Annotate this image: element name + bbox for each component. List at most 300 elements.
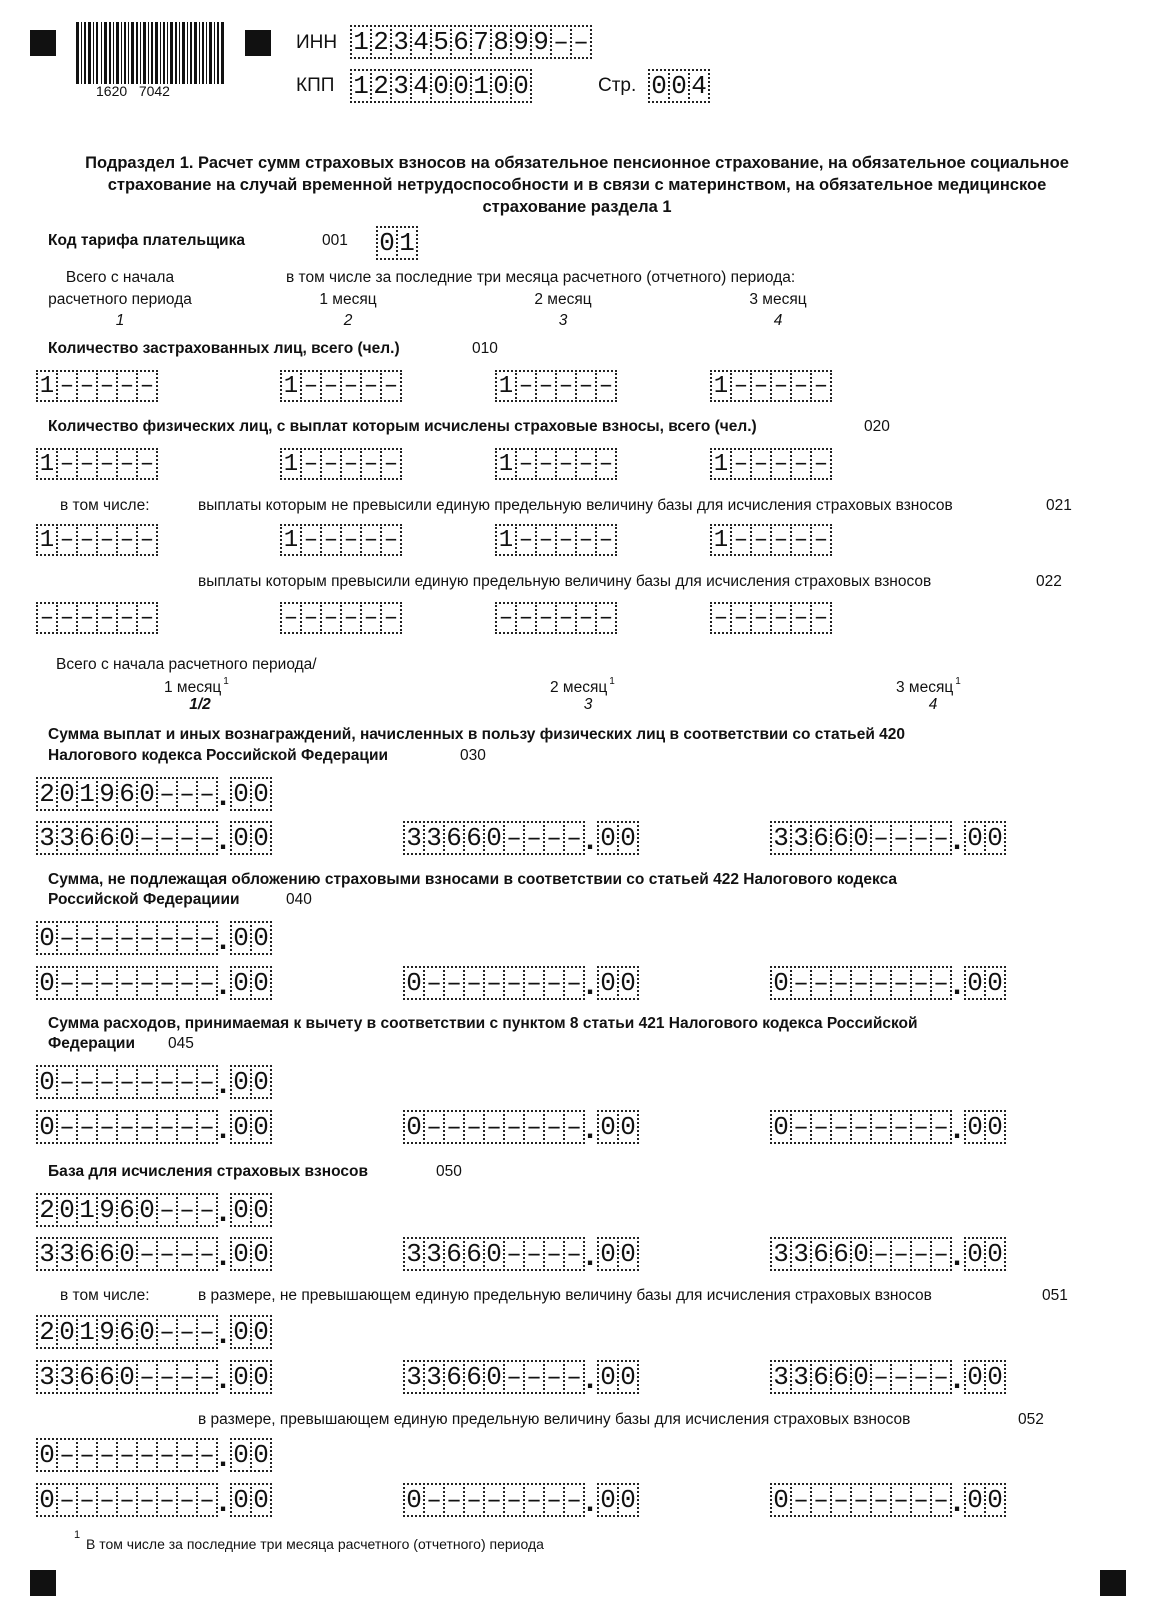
field-cell: –	[575, 524, 597, 556]
line-050-month1-field[interactable]	[36, 1236, 270, 1272]
field-cell: –	[810, 602, 832, 634]
field-cell: –	[136, 524, 158, 556]
field-cell: –	[76, 966, 98, 1000]
line-040-total-field[interactable]	[36, 920, 270, 956]
line-021-label: выплаты которым не превысили единую предельную величину базы для исчисления страховых взносов	[198, 497, 953, 514]
decimal-separator: .	[218, 1195, 228, 1228]
field-cell: 0	[136, 1315, 158, 1349]
field-cell: –	[575, 370, 597, 402]
field-cell: –	[910, 1483, 932, 1517]
field-cell: –	[196, 1193, 218, 1227]
line-051-month1-field[interactable]	[36, 1359, 270, 1395]
field-cell: –	[56, 921, 78, 955]
field-cell: 3	[423, 1360, 445, 1394]
field-cell: –	[543, 966, 565, 1000]
field-cell: 9	[96, 1193, 118, 1227]
field-cell: –	[830, 966, 852, 1000]
line-040-code: 040	[286, 891, 312, 908]
field-cell: –	[750, 448, 772, 480]
line-020-total-field[interactable]	[36, 446, 156, 482]
line-040-month2-field[interactable]	[403, 965, 637, 1001]
field-cell: –	[930, 1360, 952, 1394]
field-cell: –	[570, 25, 592, 59]
field-cell: –	[563, 966, 585, 1000]
field-cell-kopecks: 0	[964, 1360, 986, 1394]
kpp-field[interactable]	[350, 68, 530, 104]
inn-label: ИНН	[296, 32, 338, 53]
field-cell: 0	[403, 1483, 425, 1517]
field-cell-kopecks: 0	[250, 821, 272, 855]
field-cell: 6	[96, 1360, 118, 1394]
field-cell: –	[176, 777, 198, 811]
field-cell-kopecks: 0	[597, 1237, 619, 1271]
field-cell: –	[890, 1237, 912, 1271]
field-cell: –	[770, 448, 792, 480]
line-052-month3-field[interactable]	[770, 1482, 1004, 1518]
field-cell: 3	[770, 821, 792, 855]
field-cell: –	[503, 966, 525, 1000]
field-cell-kopecks: 0	[984, 1360, 1006, 1394]
decimal-separator: .	[952, 1485, 962, 1518]
line-050-total-field[interactable]	[36, 1192, 270, 1228]
field-cell: 4	[688, 69, 710, 103]
field-cell: 3	[403, 821, 425, 855]
field-cell: –	[463, 1110, 485, 1144]
field-cell: 0	[403, 966, 425, 1000]
field-cell: –	[730, 524, 752, 556]
field-cell: 0	[136, 777, 158, 811]
line-051-total-field[interactable]	[36, 1314, 270, 1350]
field-cell: 3	[56, 821, 78, 855]
field-cell: –	[495, 602, 517, 634]
field-cell: 9	[510, 25, 532, 59]
field-cell-kopecks: 0	[617, 821, 639, 855]
field-cell: –	[280, 602, 302, 634]
field-cell: –	[850, 1110, 872, 1144]
field-cell-kopecks: 0	[230, 921, 252, 955]
decimal-separator: .	[952, 1112, 962, 1145]
field-cell: 1	[495, 524, 517, 556]
line-040-month1-field[interactable]	[36, 965, 270, 1001]
field-cell: 0	[56, 1193, 78, 1227]
field-cell: –	[136, 921, 158, 955]
field-cell: –	[300, 448, 322, 480]
line-040-label2: Российской Федерациии	[48, 891, 240, 908]
line-021-month1-field[interactable]	[280, 522, 400, 558]
line-021-month2-field[interactable]	[495, 522, 615, 558]
field-cell-kopecks: 0	[250, 1237, 272, 1271]
line-022-month3-field[interactable]	[710, 600, 830, 636]
field-cell: 0	[36, 1483, 58, 1517]
field-cell: 1	[76, 777, 98, 811]
field-cell: –	[535, 524, 557, 556]
field-cell: 8	[490, 25, 512, 59]
field-cell: –	[136, 448, 158, 480]
field-cell: –	[380, 370, 402, 402]
field-cell: –	[96, 1110, 118, 1144]
line-030-total-field[interactable]	[36, 776, 270, 812]
line-020-month1-field[interactable]	[280, 446, 400, 482]
field-cell: –	[503, 1237, 525, 1271]
field-cell: –	[76, 1065, 98, 1099]
field-cell: –	[176, 821, 198, 855]
field-cell: –	[595, 602, 617, 634]
field-cell: 3	[390, 69, 412, 103]
field-cell: –	[136, 821, 158, 855]
corner-marker-top-right	[245, 30, 271, 56]
field-cell: –	[156, 1110, 178, 1144]
decimal-separator: .	[952, 1362, 962, 1395]
col-number-4: 4	[773, 312, 783, 329]
field-cell: –	[503, 1483, 525, 1517]
field-cell: –	[176, 1483, 198, 1517]
line-045-month1-field[interactable]	[36, 1109, 270, 1145]
field-cell: 9	[530, 25, 552, 59]
field-cell: –	[96, 370, 118, 402]
field-cell: 0	[430, 69, 452, 103]
field-cell: –	[870, 821, 892, 855]
field-cell: –	[56, 524, 78, 556]
field-cell: –	[176, 1438, 198, 1472]
field-cell: 0	[850, 1360, 872, 1394]
field-cell: –	[930, 821, 952, 855]
line-020-code: 020	[864, 418, 890, 435]
field-cell: 6	[76, 1360, 98, 1394]
field-cell: –	[116, 602, 138, 634]
footnote-ref: 1	[955, 676, 961, 687]
field-cell: –	[810, 1483, 832, 1517]
col-number-3: 3	[558, 312, 568, 329]
footnote-ref: 1	[223, 676, 229, 687]
field-cell: 0	[770, 1110, 792, 1144]
page-label: Стр.	[598, 75, 637, 96]
page-number-field[interactable]	[648, 68, 708, 104]
field-cell: –	[196, 821, 218, 855]
decimal-separator: .	[585, 1239, 595, 1272]
field-cell: –	[116, 1065, 138, 1099]
field-cell: 4	[410, 25, 432, 59]
field-cell: 0	[450, 69, 472, 103]
field-cell: 0	[36, 1065, 58, 1099]
field-cell: 2	[370, 69, 392, 103]
sum-col-month3	[896, 676, 961, 696]
field-cell: 0	[56, 777, 78, 811]
field-cell: –	[595, 370, 617, 402]
field-cell: –	[543, 1237, 565, 1271]
field-cell: 1	[280, 370, 302, 402]
field-cell: –	[810, 524, 832, 556]
field-cell: 0	[483, 1237, 505, 1271]
inn-field[interactable]	[350, 24, 590, 60]
line-051-label: в размере, не превышающем единую предельную величину базы для исчисления страховых взносов	[198, 1287, 932, 1304]
field-cell: 3	[390, 25, 412, 59]
field-cell: –	[300, 602, 322, 634]
field-cell: –	[116, 524, 138, 556]
footnote-ref: 1	[609, 676, 615, 687]
field-cell-kopecks: 0	[230, 966, 252, 1000]
field-cell: –	[595, 448, 617, 480]
field-cell: –	[870, 1110, 892, 1144]
field-cell: –	[910, 1360, 932, 1394]
field-cell: 1	[350, 25, 372, 59]
field-cell: –	[56, 448, 78, 480]
field-cell: –	[116, 1483, 138, 1517]
field-cell: –	[555, 524, 577, 556]
field-cell: –	[463, 1483, 485, 1517]
line-021-prefix: в том числе:	[60, 497, 150, 514]
line-052-month1-field[interactable]	[36, 1482, 270, 1518]
decimal-separator: .	[218, 968, 228, 1001]
line-051-code: 051	[1042, 1287, 1068, 1304]
field-cell: 0	[376, 226, 398, 260]
field-cell: –	[890, 1483, 912, 1517]
field-cell-kopecks: 0	[230, 1065, 252, 1099]
field-cell: 4	[410, 69, 432, 103]
field-cell: –	[555, 602, 577, 634]
field-cell: –	[730, 448, 752, 480]
field-cell-kopecks: 0	[250, 1438, 272, 1472]
field-cell: –	[380, 602, 402, 634]
field-cell: 0	[770, 1483, 792, 1517]
field-cell: –	[770, 524, 792, 556]
decimal-separator: .	[218, 1362, 228, 1395]
field-cell: –	[523, 821, 545, 855]
field-cell: –	[116, 448, 138, 480]
field-cell-kopecks: 0	[230, 1360, 252, 1394]
field-cell: –	[320, 370, 342, 402]
line-030-month3-field[interactable]	[770, 820, 1004, 856]
field-cell: –	[56, 1110, 78, 1144]
tariff-field[interactable]	[376, 225, 416, 261]
tariff-label: Код тарифа плательщика	[48, 232, 245, 249]
field-cell: –	[830, 1110, 852, 1144]
decimal-separator: .	[218, 1112, 228, 1145]
field-cell-kopecks: 0	[230, 821, 252, 855]
field-cell: –	[770, 370, 792, 402]
field-cell-kopecks: 0	[964, 1237, 986, 1271]
footnote-mark: 1	[74, 1529, 81, 1541]
field-cell: 0	[36, 921, 58, 955]
field-cell: 2	[36, 1193, 58, 1227]
kpp-label: КПП	[296, 75, 335, 96]
field-cell: –	[156, 966, 178, 1000]
field-cell: –	[750, 524, 772, 556]
corner-marker-bottom-right	[1100, 1570, 1126, 1596]
sum-col-number-12: 1/2	[189, 696, 211, 713]
decimal-separator: .	[952, 823, 962, 856]
field-cell: 6	[830, 821, 852, 855]
field-cell: –	[790, 966, 812, 1000]
field-cell: 6	[116, 1315, 138, 1349]
field-cell: –	[790, 524, 812, 556]
line-030-month1-field[interactable]	[36, 820, 270, 856]
line-050-month3-field[interactable]	[770, 1236, 1004, 1272]
field-cell: 1	[36, 448, 58, 480]
line-045-total-field[interactable]	[36, 1064, 270, 1100]
line-030-code: 030	[460, 747, 486, 764]
barcode	[76, 22, 224, 84]
field-cell-kopecks: 0	[964, 1110, 986, 1144]
sum-col-month2-text: 2 месяц	[550, 679, 608, 696]
line-021-total-field[interactable]	[36, 522, 156, 558]
line-021-month3-field[interactable]	[710, 522, 830, 558]
field-cell: –	[320, 602, 342, 634]
line-020-month3-field[interactable]	[710, 446, 830, 482]
field-cell: –	[156, 921, 178, 955]
field-cell: –	[156, 1193, 178, 1227]
field-cell: –	[750, 602, 772, 634]
field-cell: –	[890, 1360, 912, 1394]
line-022-total-field[interactable]	[36, 600, 156, 636]
field-cell: 0	[116, 821, 138, 855]
field-cell: –	[563, 1110, 585, 1144]
field-cell: –	[730, 370, 752, 402]
line-021-code: 021	[1046, 497, 1072, 514]
line-051-month2-field[interactable]	[403, 1359, 637, 1395]
field-cell: –	[156, 1483, 178, 1517]
sum-col-month1	[164, 676, 229, 696]
field-cell: 6	[810, 821, 832, 855]
sum-col-number-3: 3	[583, 696, 593, 713]
field-cell: –	[136, 966, 158, 1000]
line-045-month2-field[interactable]	[403, 1109, 637, 1145]
field-cell: 0	[668, 69, 690, 103]
field-cell: –	[96, 448, 118, 480]
corner-marker-top-left	[30, 30, 56, 56]
field-cell: –	[156, 1237, 178, 1271]
field-cell: –	[515, 448, 537, 480]
field-cell: 0	[850, 1237, 872, 1271]
field-cell-kopecks: 0	[250, 777, 272, 811]
field-cell: –	[196, 1065, 218, 1099]
decimal-separator: .	[952, 968, 962, 1001]
field-cell: –	[930, 966, 952, 1000]
field-cell: 6	[443, 1237, 465, 1271]
field-cell: –	[76, 921, 98, 955]
field-cell-kopecks: 0	[617, 1110, 639, 1144]
field-cell: –	[563, 821, 585, 855]
line-010-month3-field[interactable]	[710, 368, 830, 404]
line-052-total-field[interactable]	[36, 1437, 270, 1473]
field-cell: 0	[483, 821, 505, 855]
decimal-separator: .	[952, 1239, 962, 1272]
field-cell-kopecks: 0	[230, 1483, 252, 1517]
line-045-month3-field[interactable]	[770, 1109, 1004, 1145]
field-cell: –	[443, 1483, 465, 1517]
field-cell: 6	[116, 777, 138, 811]
field-cell: –	[770, 602, 792, 634]
decimal-separator: .	[585, 823, 595, 856]
field-cell: –	[136, 1110, 158, 1144]
field-cell-kopecks: 0	[597, 821, 619, 855]
field-cell: –	[380, 524, 402, 556]
field-cell: –	[196, 1110, 218, 1144]
col-month2: 2 месяц	[534, 291, 592, 308]
field-cell: –	[96, 1065, 118, 1099]
col-including-caption: в том числе за последние три месяца расчетного (отчетного) периода:	[286, 269, 796, 286]
decimal-separator: .	[218, 823, 228, 856]
line-022-month1-field[interactable]	[280, 600, 400, 636]
field-cell: –	[575, 602, 597, 634]
field-cell: –	[176, 1360, 198, 1394]
field-cell: –	[196, 1438, 218, 1472]
field-cell: –	[156, 1360, 178, 1394]
field-cell: –	[890, 1110, 912, 1144]
field-cell: –	[515, 602, 537, 634]
field-cell: –	[56, 370, 78, 402]
line-052-month2-field[interactable]	[403, 1482, 637, 1518]
line-010-total-field[interactable]	[36, 368, 156, 404]
field-cell: –	[423, 1110, 445, 1144]
field-cell: –	[515, 370, 537, 402]
field-cell-kopecks: 0	[984, 966, 1006, 1000]
col-total-line2: расчетного периода	[48, 291, 192, 308]
field-cell: –	[176, 1065, 198, 1099]
field-cell: –	[483, 966, 505, 1000]
field-cell: –	[176, 1237, 198, 1271]
field-cell: –	[930, 1110, 952, 1144]
field-cell: –	[380, 448, 402, 480]
field-cell-kopecks: 0	[617, 1360, 639, 1394]
field-cell: –	[196, 966, 218, 1000]
field-cell: 5	[430, 25, 452, 59]
field-cell-kopecks: 0	[964, 1483, 986, 1517]
field-cell: 6	[463, 821, 485, 855]
field-cell: –	[96, 524, 118, 556]
field-cell: –	[550, 25, 572, 59]
line-010-month1-field[interactable]	[280, 368, 400, 404]
line-030-month2-field[interactable]	[403, 820, 637, 856]
field-cell: –	[890, 821, 912, 855]
line-020-month2-field[interactable]	[495, 446, 615, 482]
line-052-label: в размере, превышающем единую предельную величину базы для исчисления страховых взносов	[198, 1411, 911, 1428]
line-022-month2-field[interactable]	[495, 600, 615, 636]
field-cell: 6	[443, 1360, 465, 1394]
decimal-separator: .	[218, 1239, 228, 1272]
decimal-separator: .	[218, 1067, 228, 1100]
field-cell: 6	[450, 25, 472, 59]
field-cell: –	[555, 370, 577, 402]
field-cell: –	[870, 1237, 892, 1271]
field-cell: –	[76, 448, 98, 480]
field-cell: –	[870, 1483, 892, 1517]
field-cell-kopecks: 0	[250, 1110, 272, 1144]
field-cell: –	[96, 966, 118, 1000]
field-cell: –	[515, 524, 537, 556]
field-cell: –	[116, 1438, 138, 1472]
field-cell: 0	[56, 1315, 78, 1349]
line-040-month3-field[interactable]	[770, 965, 1004, 1001]
field-cell: 3	[36, 1360, 58, 1394]
field-cell: –	[116, 1110, 138, 1144]
field-cell-kopecks: 0	[230, 1315, 252, 1349]
line-050-month2-field[interactable]	[403, 1236, 637, 1272]
field-cell: –	[196, 921, 218, 955]
col-month1: 1 месяц	[319, 291, 377, 308]
field-cell: 3	[423, 1237, 445, 1271]
field-cell: 0	[770, 966, 792, 1000]
line-010-label: Количество застрахованных лиц, всего (чел.)	[48, 340, 400, 357]
decimal-separator: .	[218, 923, 228, 956]
line-010-month2-field[interactable]	[495, 368, 615, 404]
line-051-month3-field[interactable]	[770, 1359, 1004, 1395]
field-cell: 3	[403, 1360, 425, 1394]
field-cell: –	[443, 966, 465, 1000]
field-cell: 0	[36, 1438, 58, 1472]
field-cell-kopecks: 0	[964, 821, 986, 855]
sum-col-number-4: 4	[928, 696, 938, 713]
field-cell: –	[136, 602, 158, 634]
